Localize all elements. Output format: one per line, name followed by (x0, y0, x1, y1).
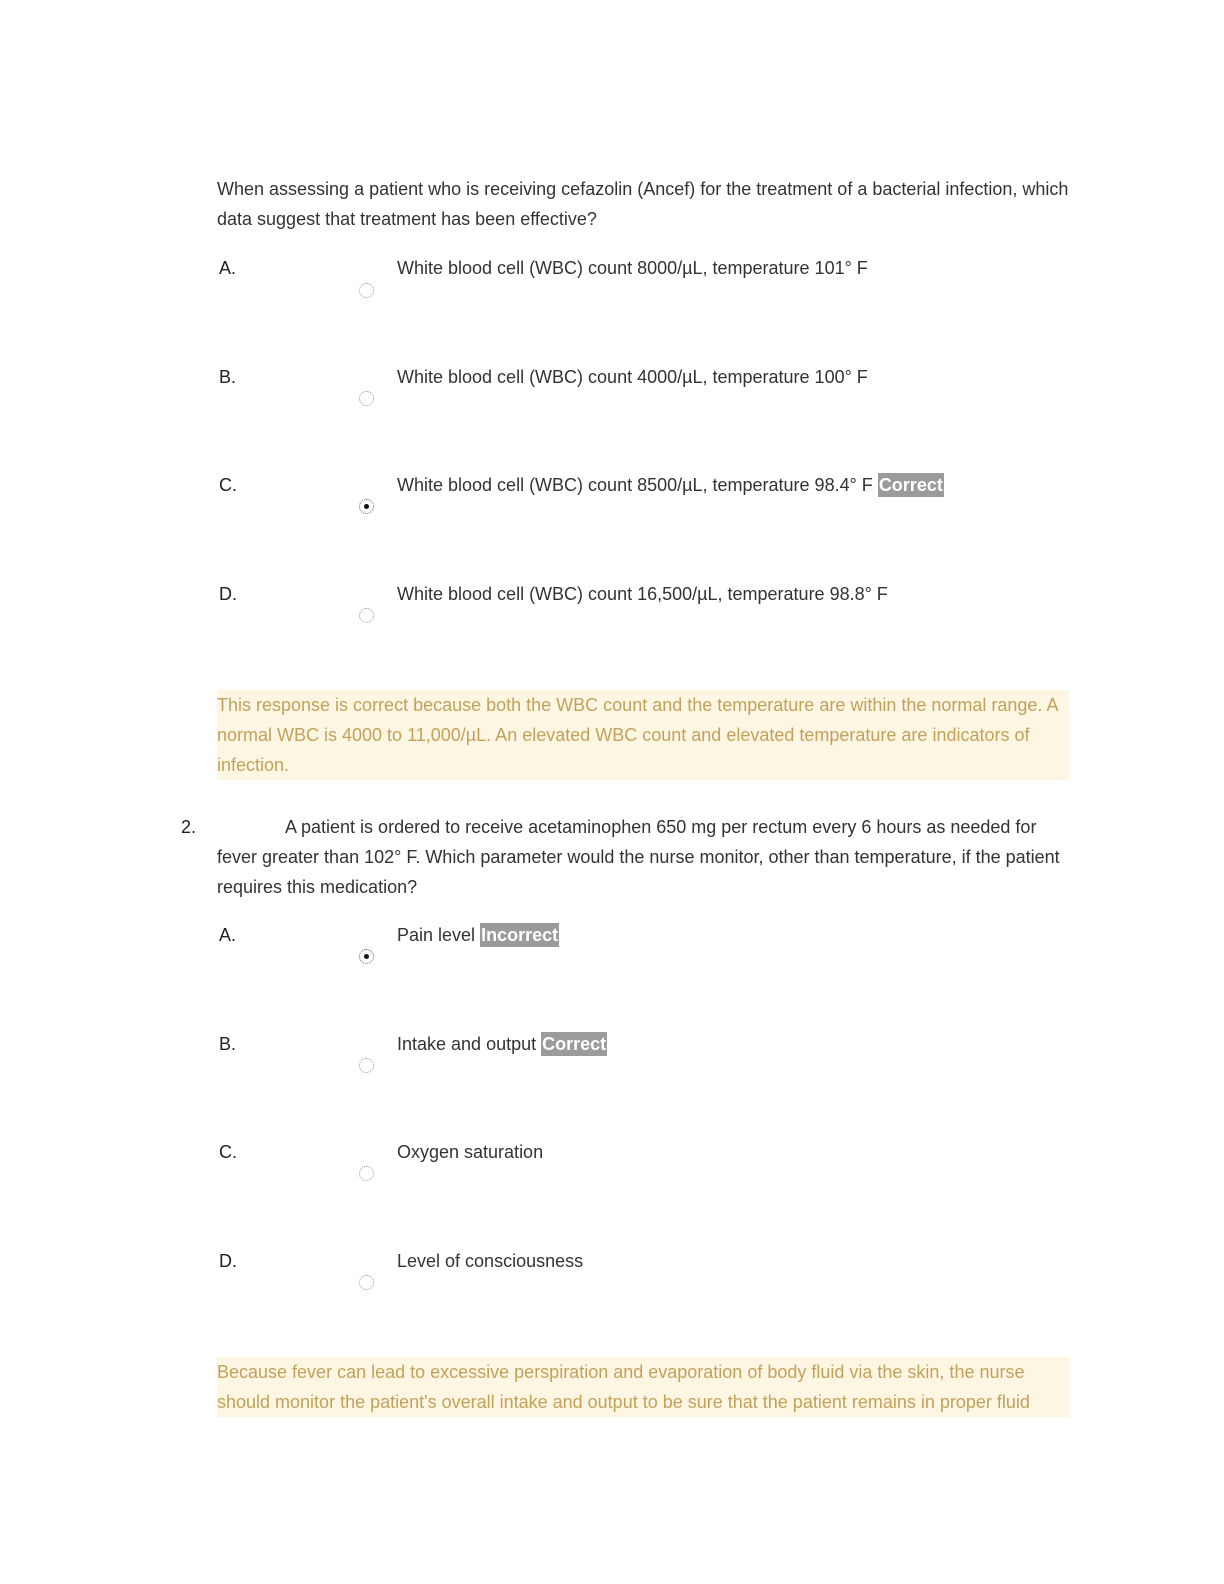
q2-option-a-letter: A. (219, 925, 237, 945)
incorrect-badge: Incorrect (481, 925, 559, 945)
correct-badge: Correct (542, 1034, 607, 1054)
q2-option-d-letter: D. (219, 1251, 237, 1271)
correct-badge: Correct (878, 475, 943, 495)
q1-option-b-letter: B. (219, 367, 237, 387)
q1-option-d-letter: D. (219, 584, 237, 604)
q2-option-b-radio[interactable] (359, 1058, 374, 1073)
question-2-text: A patient is ordered to receive acetaminophen 650 mg per rectum every 6 hours as needed for fever greater than 102° F. Which parameter would the nurse monitor, other than temperature, if the patient requires this medication? (217, 817, 1060, 897)
q2-option-d-text: Level of consciousness (397, 1251, 584, 1271)
q1-option-d-text: White blood cell (WBC) count 16,500/µL, temperature 98.8° F (397, 584, 888, 604)
q2-feedback: Because fever can lead to excessive perspiration and evaporation of body fluid via the skin, the nurse should monitor the patient's overall intake and output to be sure that the patient remains in proper fluid (217, 1357, 1069, 1417)
q2-option-b-letter: B. (219, 1034, 237, 1054)
q1-option-a-text: White blood cell (WBC) count 8000/µL, temperature 101° F (397, 258, 868, 278)
q2-option-a-radio[interactable] (359, 949, 374, 964)
q2-option-c-text: Oxygen saturation (397, 1142, 544, 1162)
q1-option-b-text: White blood cell (WBC) count 4000/µL, temperature 100° F (397, 367, 868, 387)
question-1-text: When assessing a patient who is receiving cefazolin (Ancef) for the treatment of a bacterial infection, which data suggest that treatment has been effective? (217, 179, 1069, 229)
q2-option-b-text: Intake and output Correct (397, 1034, 607, 1054)
q2-option-d-radio[interactable] (359, 1275, 374, 1290)
q1-option-d-radio[interactable] (359, 608, 374, 623)
q1-option-a-letter: A. (219, 258, 237, 278)
q2-option-a-text: Pain level Incorrect (397, 925, 559, 945)
q1-option-c-radio[interactable] (359, 499, 374, 514)
q1-option-c-letter: C. (219, 475, 237, 495)
q1-option-b-radio[interactable] (359, 391, 374, 406)
question-2-number: 2. (181, 817, 197, 837)
q1-feedback: This response is correct because both the WBC count and the temperature are within the normal range. A normal WBC is 4000 to 11,000/µL. An elevated WBC count and elevated temperature are indicators of infection. (217, 690, 1069, 780)
q2-option-c-letter: C. (219, 1142, 237, 1162)
q1-option-c-text: White blood cell (WBC) count 8500/µL, temperature 98.4° F Correct (397, 475, 943, 495)
q1-option-a-radio[interactable] (359, 283, 374, 298)
q2-option-c-radio[interactable] (359, 1166, 374, 1181)
